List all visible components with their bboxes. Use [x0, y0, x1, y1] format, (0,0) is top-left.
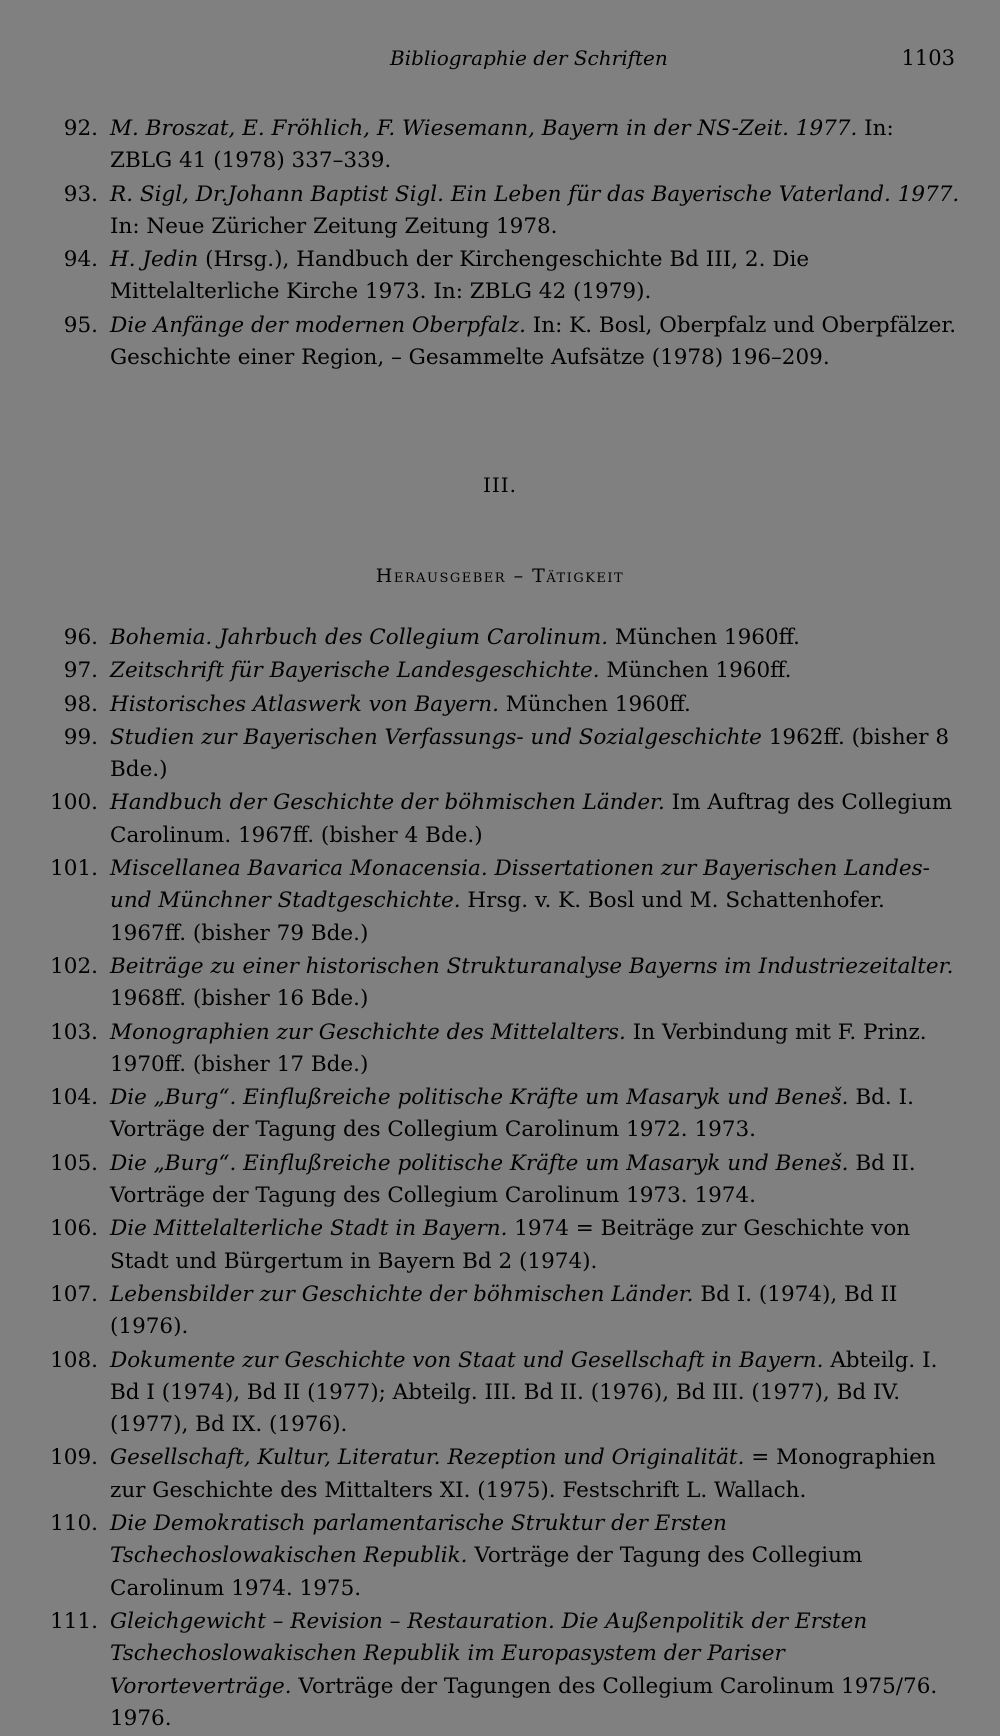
bibliography-entry — [0, 853, 1000, 950]
page-header — [110, 46, 955, 76]
page-number: 1103 — [901, 46, 955, 70]
entry-title: Die Anfänge der modernen Oberpfalz. — [110, 312, 526, 338]
entry-title: Beiträge zu einer historischen Strukturanalyse Bayerns im Industriezeitalter. — [110, 953, 954, 979]
entry-details: München 1960ff. — [505, 691, 691, 717]
entry-number: 99. — [63, 724, 98, 750]
bibliography-entry — [0, 1017, 1000, 1082]
entry-number: 108. — [50, 1347, 98, 1373]
entry-details: In: ZBLG 41 (1978) 337–339. — [110, 116, 894, 174]
entry-title: Lebensbilder zur Geschichte der böhmischen Länder. — [110, 1281, 694, 1307]
entry-details: (Hrsg.), Handbuch der Kirchengeschichte Bd III, 2. Die Mittelalterliche Kirche 1973. In: ZBLG 42 (1979). — [110, 247, 810, 305]
entry-number: 101. — [50, 856, 98, 882]
bibliography-list-bottom — [0, 622, 1000, 1736]
entry-number: 95. — [63, 312, 98, 338]
entry-title: Die „Burg“. Einflußreiche politische Kräfte um Masaryk und Beneš. — [110, 1150, 849, 1176]
entry-details: Bd I. (1974), Bd II (1976). — [110, 1281, 898, 1340]
entry-number: 104. — [50, 1085, 98, 1111]
entry-title: Miscellanea Bavarica Monacensia. Dissertationen zur Bayerischen Landes- und Münchner Stadtgeschichte. — [110, 856, 930, 914]
bibliography-entry — [0, 655, 1000, 687]
entry-number: 103. — [50, 1019, 98, 1045]
entry-number: 107. — [50, 1281, 98, 1307]
entry-number: 109. — [50, 1445, 98, 1471]
entry-number: 110. — [50, 1511, 98, 1537]
entry-details: Hrsg. v. K. Bosl und M. Schattenhofer. 1967ff. (bisher 79 Bde.) — [110, 888, 885, 946]
bibliography-entry — [0, 722, 1000, 787]
entry-title: M. Broszat, E. Fröhlich, F. Wiesemann, Bayern in der NS-Zeit. 1977. — [110, 116, 858, 141]
entry-title: Gleichgewicht – Revision – Restauration. Die Außenpolitik der Ersten Tschechoslowakischen Republik im Europasystem der Pariser Vororteverträge. — [110, 1608, 868, 1699]
entry-title: Studien zur Bayerischen Verfassungs- und Sozialgeschichte — [110, 724, 762, 750]
bibliography-entry — [0, 1213, 1000, 1278]
bibliography-entry — [0, 1345, 1000, 1442]
bibliography-entry — [0, 1508, 1000, 1605]
entry-number: 106. — [50, 1216, 98, 1242]
section-numeral: III. — [482, 473, 518, 497]
entry-details: Im Auftrag des Collegium Carolinum. 1967ff. (bisher 4 Bde.) — [110, 790, 953, 848]
bibliography-entry — [0, 622, 1000, 654]
bibliography-entry — [0, 951, 1000, 1016]
bibliography-entry — [0, 1279, 1000, 1344]
entry-details: München 1960ff. — [606, 658, 792, 684]
entry-title: R. Sigl, Dr.Johann Baptist Sigl. Ein Leben für das Bayerische Vaterland. 1977. — [110, 181, 960, 207]
entry-title: Gesellschaft, Kultur, Literatur. Rezeption und Originalität. — [110, 1445, 745, 1471]
entry-details: Bd. I. Vorträge der Tagung des Collegium Carolinum 1972. 1973. — [110, 1085, 914, 1143]
entry-details: München 1960ff. — [614, 625, 800, 650]
entry-details: In Verbindung mit F. Prinz. 1970ff. (bisher 17 Bde.) — [110, 1019, 927, 1077]
entry-details: In: K. Bosl, Oberpfalz und Oberpfälzer. Geschichte einer Region, – Gesammelte Aufsätze (1978) 196–209. — [110, 312, 957, 371]
entry-number: 94. — [63, 247, 98, 273]
entry-number: 97. — [63, 658, 98, 684]
entry-number: 105. — [50, 1150, 98, 1176]
running-title: Bibliographie der Schriften — [390, 46, 668, 70]
bibliography-entry — [0, 689, 1000, 721]
section-heading: Herausgeber – Tätigkeit — [375, 565, 625, 587]
entry-details: 1962ff. (bisher 8 Bde.) — [110, 724, 950, 783]
entry-title: Die Demokratisch parlamentarische Struktur der Ersten Tschechoslowakischen Republik. — [110, 1511, 727, 1569]
entry-number: 100. — [50, 790, 98, 816]
entry-number: 102. — [50, 953, 98, 979]
bibliography-entry — [0, 1148, 1000, 1213]
bibliography-entry — [0, 244, 1000, 309]
entry-title: Dokumente zur Geschichte von Staat und Gesellschaft in Bayern. — [110, 1347, 824, 1373]
entry-details: = Monographien zur Geschichte des Mittalters XI. (1975). Festschrift L. Wallach. — [110, 1445, 936, 1503]
entry-title: Historisches Atlaswerk von Bayern. — [110, 691, 499, 717]
entry-details: Vorträge der Tagung des Collegium Carolinum 1974. 1975. — [110, 1543, 863, 1601]
bibliography-entry — [0, 1442, 1000, 1507]
entry-title: Bohemia. Jahrbuch des Collegium Carolinum. — [110, 625, 609, 650]
bibliography-entry — [0, 1606, 1000, 1735]
bibliography-list-top — [0, 113, 1000, 375]
bibliography-entry — [0, 179, 1000, 244]
entry-details: Abteilg. I. Bd I (1974), Bd II (1977); Abteilg. III. Bd II. (1976), Bd III. (1977), Bd IV. (1977), Bd IX. (1976). — [110, 1347, 938, 1438]
entry-number: 111. — [50, 1608, 98, 1634]
entry-details: In: Neue Züricher Zeitung Zeitung 1978. — [110, 213, 558, 239]
entry-number: 92. — [63, 116, 98, 141]
entry-details: Vorträge der Tagungen des Collegium Carolinum 1975/76. 1976. — [110, 1673, 938, 1731]
bibliography-entry — [0, 310, 1000, 375]
bibliography-entry — [0, 1082, 1000, 1147]
bibliography-entry — [0, 787, 1000, 852]
entry-title: Die „Burg“. Einflußreiche politische Kräfte um Masaryk und Beneš. — [110, 1085, 849, 1111]
entry-number: 98. — [63, 691, 98, 717]
entry-title: Handbuch der Geschichte der böhmischen Länder. — [110, 790, 665, 816]
entry-details: Bd II. Vorträge der Tagung des Collegium Carolinum 1973. 1974. — [110, 1150, 916, 1209]
entry-title: Die Mittelalterliche Stadt in Bayern. — [110, 1216, 508, 1242]
entry-title: H. Jedin — [110, 247, 199, 273]
entry-details: 1974 = Beiträge zur Geschichte von Stadt und Bürgertum in Bayern Bd 2 (1974). — [110, 1216, 911, 1274]
entry-number: 93. — [63, 181, 98, 207]
entry-title: Monographien zur Geschichte des Mittelalters. — [110, 1019, 626, 1045]
entry-number: 96. — [63, 625, 98, 650]
bibliography-entry — [0, 113, 1000, 178]
entry-details: 1968ff. (bisher 16 Bde.) — [110, 986, 369, 1012]
entry-title: Zeitschrift für Bayerische Landesgeschichte. — [110, 658, 600, 684]
